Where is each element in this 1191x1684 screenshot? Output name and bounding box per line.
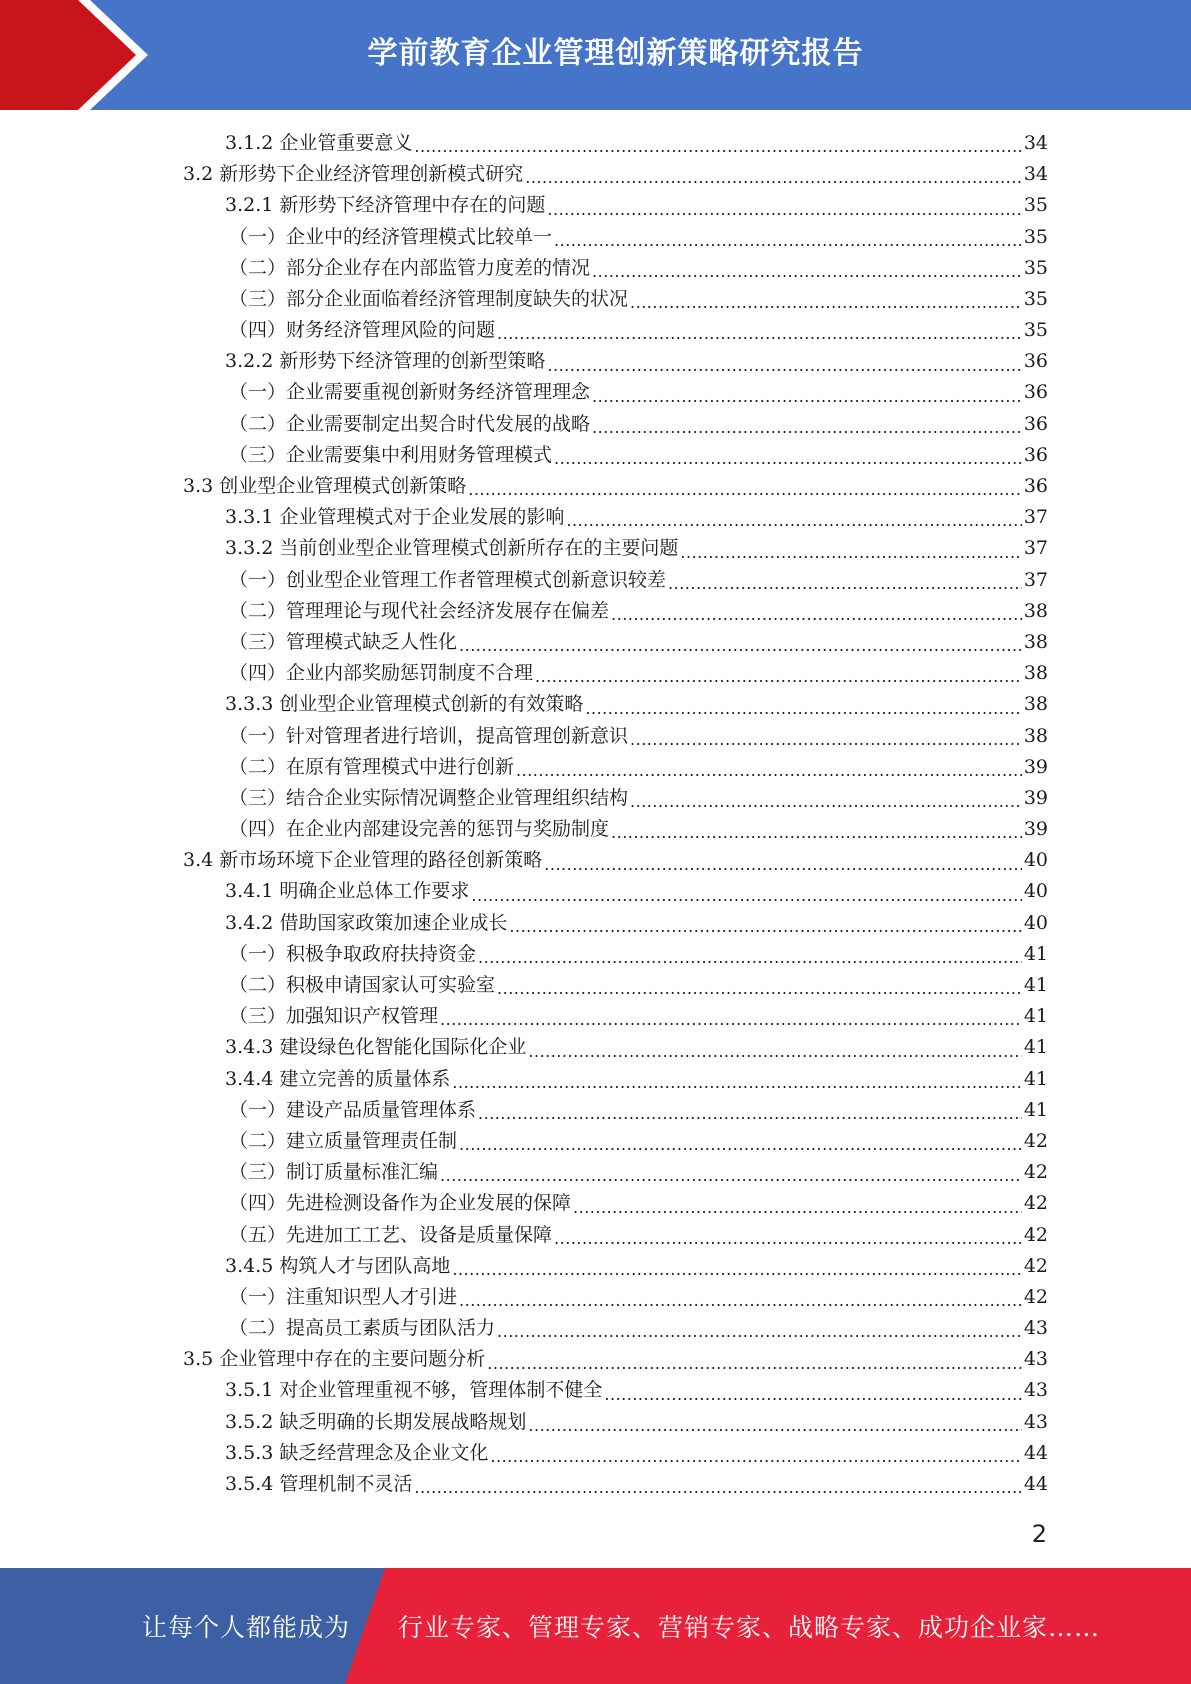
toc-dot-leader bbox=[497, 1313, 1022, 1344]
toc-entry[interactable] bbox=[183, 877, 1048, 908]
toc-entry[interactable] bbox=[183, 440, 1048, 471]
toc-entry-page-number: 42 bbox=[1023, 1254, 1048, 1277]
toc-entry-title: 3.4.3 建设绿色化智能化国际化企业 bbox=[225, 1036, 527, 1059]
toc-entry-page-number: 37 bbox=[1023, 506, 1048, 529]
toc-entry-page-number: 41 bbox=[1023, 1005, 1048, 1028]
toc-dot-leader bbox=[573, 1188, 1022, 1219]
toc-dot-leader bbox=[554, 1220, 1022, 1251]
toc-entry-title: （三）企业需要集中利用财务管理模式 bbox=[229, 443, 553, 466]
toc-entry-title: 3.2.2 新形势下经济管理的创新型策略 bbox=[225, 350, 546, 373]
toc-entry-title: 3.5.2 缺乏明确的长期发展战略规划 bbox=[225, 1410, 527, 1433]
toc-entry[interactable] bbox=[183, 1251, 1048, 1282]
toc-entry-page-number: 34 bbox=[1023, 131, 1048, 154]
toc-entry-title: （三）加强知识产权管理 bbox=[229, 1005, 439, 1028]
toc-dot-leader bbox=[478, 939, 1022, 970]
toc-dot-leader bbox=[487, 1344, 1022, 1375]
toc-entry-title: （一）建设产品质量管理体系 bbox=[229, 1098, 477, 1121]
toc-entry[interactable] bbox=[183, 783, 1048, 814]
toc-entry-title: （一）企业中的经济管理模式比较单一 bbox=[229, 225, 553, 248]
toc-entry-title: （一）针对管理者进行培训，提高管理创新意识 bbox=[229, 724, 629, 747]
toc-entry-title: 3.4.1 明确企业总体工作要求 bbox=[225, 880, 470, 903]
toc-entry-page-number: 37 bbox=[1023, 568, 1048, 591]
toc-dot-leader bbox=[554, 440, 1022, 471]
toc-entry-title: 3.3.2 当前创业型企业管理模式创新所存在的主要问题 bbox=[225, 537, 679, 560]
toc-entry-title: 3.5.1 对企业管理重视不够，管理体制不健全 bbox=[225, 1379, 603, 1402]
toc-entry-page-number: 35 bbox=[1023, 287, 1048, 310]
toc-entry-page-number: 38 bbox=[1023, 662, 1048, 685]
toc-entry-title: （三）结合企业实际情况调整企业管理组织结构 bbox=[229, 786, 629, 809]
toc-entry-title: 3.3.3 创业型企业管理模式创新的有效策略 bbox=[225, 693, 584, 716]
toc-dot-leader bbox=[544, 845, 1022, 876]
toc-entry[interactable] bbox=[183, 222, 1048, 253]
toc-entry-page-number: 43 bbox=[1023, 1410, 1048, 1433]
toc-entry[interactable] bbox=[183, 752, 1048, 783]
toc-dot-leader bbox=[592, 378, 1022, 409]
toc-entry-page-number: 38 bbox=[1023, 599, 1048, 622]
toc-entry-title: 3.4.5 构筑人才与团队高地 bbox=[225, 1254, 451, 1277]
toc-entry[interactable] bbox=[183, 159, 1048, 190]
toc-dot-leader bbox=[630, 783, 1022, 814]
toc-entry-page-number: 35 bbox=[1023, 194, 1048, 217]
toc-entry-page-number: 36 bbox=[1023, 381, 1048, 404]
toc-entry-page-number: 41 bbox=[1023, 942, 1048, 965]
toc-dot-leader bbox=[630, 721, 1022, 752]
toc-entry-title: 3.4.4 建立完善的质量体系 bbox=[225, 1067, 451, 1090]
toc-dot-leader bbox=[440, 1157, 1022, 1188]
toc-entry-title: 3.2.1 新形势下经济管理中存在的问题 bbox=[225, 194, 546, 217]
toc-dot-leader bbox=[535, 658, 1022, 689]
toc-entry-title: （二）在原有管理模式中进行创新 bbox=[229, 755, 515, 778]
toc-dot-leader bbox=[478, 1095, 1022, 1126]
toc-entry-page-number: 43 bbox=[1023, 1348, 1048, 1371]
toc-dot-leader bbox=[459, 1282, 1022, 1313]
toc-dot-leader bbox=[459, 1126, 1022, 1157]
page-number: 2 bbox=[1031, 1520, 1047, 1548]
toc-entry-page-number: 40 bbox=[1023, 911, 1048, 934]
toc-entry[interactable] bbox=[183, 502, 1048, 533]
toc-entry-page-number: 35 bbox=[1023, 225, 1048, 248]
toc-entry-page-number: 35 bbox=[1023, 319, 1048, 342]
toc-entry-page-number: 41 bbox=[1023, 1067, 1048, 1090]
footer-slogan-left: 让每个人都能成为 bbox=[142, 1613, 351, 1642]
toc-entry[interactable] bbox=[183, 814, 1048, 845]
toc-entry-title: 3.4.2 借助国家政策加速企业成长 bbox=[225, 911, 508, 934]
toc-dot-leader bbox=[528, 1407, 1021, 1438]
toc-entry-page-number: 41 bbox=[1023, 1036, 1048, 1059]
toc-entry[interactable] bbox=[183, 1064, 1048, 1095]
toc-entry-title: 3.5.3 缺乏经营理念及企业文化 bbox=[225, 1441, 489, 1464]
toc-entry[interactable] bbox=[183, 1282, 1048, 1313]
toc-entry-title: （二）企业需要制定出契合时代发展的战略 bbox=[229, 412, 591, 435]
toc-entry-title: （二）积极申请国家认可实验室 bbox=[229, 974, 496, 997]
toc-entry-page-number: 42 bbox=[1023, 1285, 1048, 1308]
toc-entry-title: （二）管理理论与现代社会经济发展存在偏差 bbox=[229, 599, 610, 622]
toc-dot-leader bbox=[468, 471, 1022, 502]
toc-entry[interactable] bbox=[183, 1001, 1048, 1032]
toc-entry-title: （四）先进检测设备作为企业发展的保障 bbox=[229, 1192, 572, 1215]
toc-entry-title: （五）先进加工工艺、设备是质量保障 bbox=[229, 1223, 553, 1246]
toc-dot-leader bbox=[668, 565, 1022, 596]
toc-dot-leader bbox=[497, 315, 1022, 346]
toc-entry[interactable] bbox=[183, 970, 1048, 1001]
toc-entry-title: （一）创业型企业管理工作者管理模式创新意识较差 bbox=[229, 568, 667, 591]
toc-entry-title: （一）企业需要重视创新财务经济管理理念 bbox=[229, 381, 591, 404]
toc-entry-page-number: 37 bbox=[1023, 537, 1048, 560]
toc-dot-leader bbox=[452, 1251, 1021, 1282]
toc-entry-page-number: 42 bbox=[1023, 1192, 1048, 1215]
toc-entry-title: （一）注重知识型人才引进 bbox=[229, 1285, 458, 1308]
toc-entry[interactable] bbox=[183, 1407, 1048, 1438]
toc-dot-leader bbox=[554, 222, 1022, 253]
toc-entry[interactable] bbox=[183, 471, 1048, 502]
toc-dot-leader bbox=[611, 596, 1022, 627]
toc-dot-leader bbox=[497, 970, 1022, 1001]
toc-entry-title: 3.3.1 企业管理模式对于企业发展的影响 bbox=[225, 506, 565, 529]
toc-entry-page-number: 36 bbox=[1023, 350, 1048, 373]
page-header bbox=[0, 0, 1191, 110]
toc-entry-page-number: 38 bbox=[1023, 693, 1048, 716]
toc-entry-title: （三）部分企业面临着经济管理制度缺失的状况 bbox=[229, 287, 629, 310]
toc-entry-page-number: 36 bbox=[1023, 443, 1048, 466]
document-title: 学前教育企业管理创新策略研究报告 bbox=[367, 36, 864, 71]
toc-dot-leader bbox=[490, 1438, 1021, 1469]
toc-entry-page-number: 36 bbox=[1023, 412, 1048, 435]
toc-dot-leader bbox=[440, 1001, 1022, 1032]
toc-entry-title: 3.1.2 企业管重要意义 bbox=[225, 131, 413, 154]
table-of-contents bbox=[183, 128, 1048, 1500]
toc-entry[interactable] bbox=[183, 253, 1048, 284]
toc-entry-page-number: 43 bbox=[1023, 1317, 1048, 1340]
toc-entry-page-number: 39 bbox=[1023, 818, 1048, 841]
toc-entry-page-number: 41 bbox=[1023, 974, 1048, 997]
toc-entry-page-number: 43 bbox=[1023, 1379, 1048, 1402]
toc-entry-page-number: 42 bbox=[1023, 1161, 1048, 1184]
toc-entry-title: （一）积极争取政府扶持资金 bbox=[229, 942, 477, 965]
toc-entry[interactable] bbox=[183, 409, 1048, 440]
footer-slogan-right: 行业专家、管理专家、营销专家、战略专家、成功企业家…… bbox=[398, 1613, 1101, 1642]
toc-entry[interactable] bbox=[183, 346, 1048, 377]
toc-entry[interactable] bbox=[183, 190, 1048, 221]
toc-entry[interactable] bbox=[183, 908, 1048, 939]
toc-entry[interactable] bbox=[183, 721, 1048, 752]
toc-dot-leader bbox=[528, 1032, 1021, 1063]
toc-dot-leader bbox=[604, 1376, 1021, 1407]
toc-entry[interactable] bbox=[183, 1188, 1048, 1219]
toc-entry-page-number: 39 bbox=[1023, 786, 1048, 809]
toc-dot-leader bbox=[547, 346, 1021, 377]
toc-entry-page-number: 40 bbox=[1023, 880, 1048, 903]
toc-entry[interactable] bbox=[183, 689, 1048, 720]
toc-entry[interactable] bbox=[183, 1376, 1048, 1407]
toc-dot-leader bbox=[471, 877, 1021, 908]
toc-dot-leader bbox=[452, 1064, 1021, 1095]
toc-entry[interactable] bbox=[183, 1220, 1048, 1251]
toc-entry[interactable] bbox=[183, 596, 1048, 627]
toc-dot-leader bbox=[592, 253, 1022, 284]
toc-entry-page-number: 40 bbox=[1023, 849, 1048, 872]
toc-entry-title: 3.3 创业型企业管理模式创新策略 bbox=[183, 475, 467, 498]
toc-entry[interactable] bbox=[183, 533, 1048, 564]
toc-dot-leader bbox=[516, 752, 1022, 783]
toc-entry[interactable] bbox=[183, 128, 1048, 159]
toc-entry-title: （三）管理模式缺乏人性化 bbox=[229, 630, 458, 653]
toc-entry[interactable] bbox=[183, 284, 1048, 315]
toc-dot-leader bbox=[547, 190, 1021, 221]
toc-entry[interactable] bbox=[183, 378, 1048, 409]
toc-entry[interactable] bbox=[183, 1469, 1048, 1500]
toc-entry-page-number: 42 bbox=[1023, 1129, 1048, 1152]
toc-entry-page-number: 42 bbox=[1023, 1223, 1048, 1246]
toc-dot-leader bbox=[459, 627, 1022, 658]
toc-entry-page-number: 39 bbox=[1023, 755, 1048, 778]
toc-entry[interactable] bbox=[183, 1032, 1048, 1063]
toc-entry-page-number: 34 bbox=[1023, 163, 1048, 186]
toc-entry[interactable] bbox=[183, 315, 1048, 346]
toc-entry-page-number: 36 bbox=[1023, 475, 1048, 498]
toc-dot-leader bbox=[525, 159, 1022, 190]
toc-entry[interactable] bbox=[183, 845, 1048, 876]
toc-entry[interactable] bbox=[183, 1344, 1048, 1375]
toc-entry-page-number: 35 bbox=[1023, 256, 1048, 279]
toc-dot-leader bbox=[611, 814, 1022, 845]
toc-entry[interactable] bbox=[183, 658, 1048, 689]
toc-entry-page-number: 44 bbox=[1023, 1441, 1048, 1464]
toc-entry[interactable] bbox=[183, 627, 1048, 658]
toc-entry[interactable] bbox=[183, 1126, 1048, 1157]
toc-entry[interactable] bbox=[183, 1313, 1048, 1344]
toc-entry[interactable] bbox=[183, 939, 1048, 970]
toc-entry-page-number: 44 bbox=[1023, 1473, 1048, 1496]
toc-entry-title: （三）制订质量标准汇编 bbox=[229, 1161, 439, 1184]
page-footer bbox=[0, 1568, 1191, 1684]
toc-dot-leader bbox=[630, 284, 1022, 315]
toc-entry-title: （四）财务经济管理风险的问题 bbox=[229, 319, 496, 342]
toc-dot-leader bbox=[592, 409, 1022, 440]
toc-dot-leader bbox=[585, 689, 1021, 720]
toc-entry[interactable] bbox=[183, 1157, 1048, 1188]
toc-entry-title: （二）提高员工素质与团队活力 bbox=[229, 1317, 496, 1340]
toc-dot-leader bbox=[414, 1469, 1021, 1500]
toc-dot-leader bbox=[680, 533, 1021, 564]
toc-entry-page-number: 38 bbox=[1023, 630, 1048, 653]
toc-entry-title: （二）部分企业存在内部监管力度差的情况 bbox=[229, 256, 591, 279]
toc-entry-title: 3.2 新形势下企业经济管理创新模式研究 bbox=[183, 163, 524, 186]
toc-entry-title: 3.4 新市场环境下企业管理的路径创新策略 bbox=[183, 849, 543, 872]
toc-entry-title: （二）建立质量管理责任制 bbox=[229, 1129, 458, 1152]
toc-entry-page-number: 38 bbox=[1023, 724, 1048, 747]
toc-dot-leader bbox=[509, 908, 1021, 939]
toc-entry[interactable] bbox=[183, 1095, 1048, 1126]
toc-dot-leader bbox=[566, 502, 1021, 533]
toc-entry-page-number: 41 bbox=[1023, 1098, 1048, 1121]
toc-entry-title: （四）在企业内部建设完善的惩罚与奖励制度 bbox=[229, 818, 610, 841]
toc-entry-title: 3.5.4 管理机制不灵活 bbox=[225, 1473, 413, 1496]
toc-entry-title: （四）企业内部奖励惩罚制度不合理 bbox=[229, 662, 534, 685]
toc-entry[interactable] bbox=[183, 1438, 1048, 1469]
toc-dot-leader bbox=[414, 128, 1021, 159]
toc-entry-title: 3.5 企业管理中存在的主要问题分析 bbox=[183, 1348, 486, 1371]
toc-entry[interactable] bbox=[183, 565, 1048, 596]
